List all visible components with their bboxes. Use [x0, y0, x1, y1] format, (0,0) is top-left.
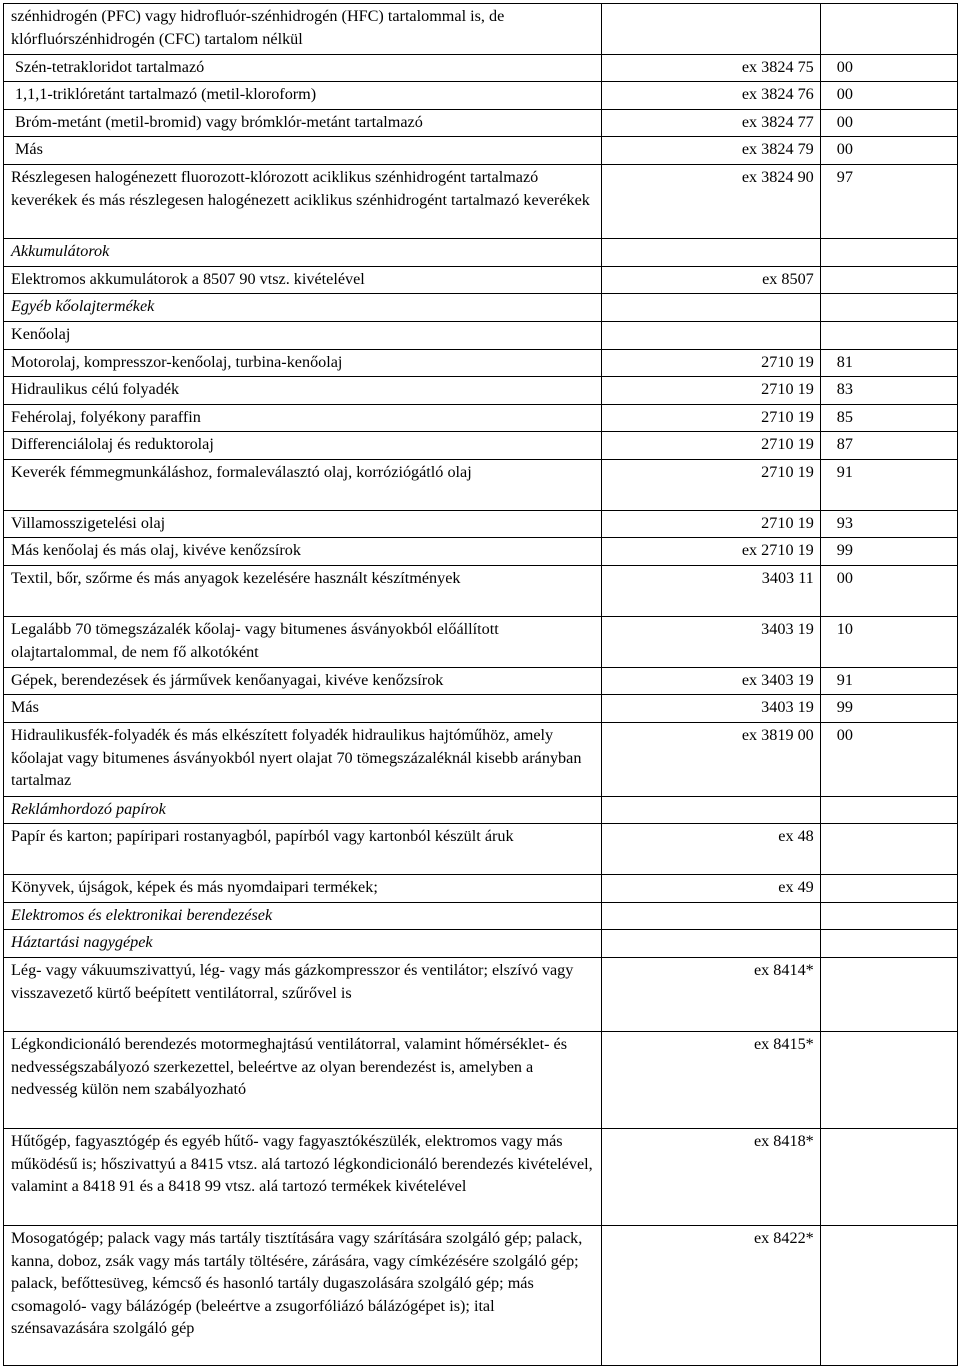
subcode-cell: 97: [820, 165, 957, 239]
subcode-cell: [820, 797, 957, 824]
description-cell: Hidraulikusfék-folyadék és más elkészített folyadék hidraulikus hajtóműhöz, amely kőolajat vagy bitumenes ásványokból nyert olajat 70 tömegszázaléknál kisebb arányban tartalmaz: [4, 723, 602, 797]
table-row: [4, 82, 958, 110]
table-row: [4, 723, 958, 797]
description-cell: Szén-tetrakloridot tartalmazó: [4, 55, 602, 82]
subcode-cell: 91: [820, 668, 957, 695]
description-cell: Motorolaj, kompresszor-kenőolaj, turbina-kenőolaj: [4, 350, 602, 377]
subcode-cell: 91: [820, 460, 957, 511]
subsection-heading: Kenőolaj: [4, 322, 602, 350]
code-cell: 2710 19: [601, 460, 820, 511]
subcode-cell: [820, 958, 957, 1032]
description-cell: Fehérolaj, folyékony paraffin: [4, 405, 602, 432]
table-row: [4, 377, 958, 405]
subcode-cell: 83: [820, 377, 957, 405]
description-cell: Más kenőolaj és más olaj, kivéve kenőzsírok: [4, 538, 602, 566]
subcode-cell: [820, 824, 957, 875]
subcode-cell: [820, 1032, 957, 1129]
table-row: [4, 137, 958, 165]
code-cell: ex 8422*: [601, 1226, 820, 1366]
subcode-cell: 00: [820, 82, 957, 110]
code-cell: 2710 19: [601, 405, 820, 432]
description-cell: Villamosszigetelési olaj: [4, 511, 602, 538]
description-cell: Hidraulikus célú folyadék: [4, 377, 602, 405]
subsection-heading: Háztartási nagygépek: [4, 930, 602, 958]
description-cell: Légkondicionáló berendezés motormeghajtású ventilátorral, valamint hőmérséklet- és nedvességszabályozó szerkezettel, beleértve az olyan berendezést is, amelyben a nedvesség külön nem szabályozható: [4, 1032, 602, 1129]
description-cell: Más: [4, 137, 602, 165]
table-row: [4, 322, 958, 350]
code-cell: [601, 797, 820, 824]
subcode-cell: 00: [820, 566, 957, 617]
subcode-cell: 85: [820, 405, 957, 432]
section-heading: Akkumulátorok: [4, 239, 602, 267]
subcode-cell: [820, 930, 957, 958]
subcode-cell: [820, 322, 957, 350]
subcode-cell: 99: [820, 695, 957, 723]
table-row: [4, 903, 958, 930]
code-cell: ex 8415*: [601, 1032, 820, 1129]
table-row: [4, 4, 958, 55]
code-cell: [601, 4, 820, 55]
subcode-cell: 00: [820, 110, 957, 137]
description-cell: Keverék fémmegmunkáláshoz, formaleválasztó olaj, korróziógátló olaj: [4, 460, 602, 511]
description-cell: Bróm-metánt (metil-bromid) vagy brómklór-metánt tartalmazó: [4, 110, 602, 137]
subcode-cell: [820, 1226, 957, 1366]
code-cell: 2710 19: [601, 432, 820, 460]
description-cell: Más: [4, 695, 602, 723]
subcode-cell: 10: [820, 617, 957, 668]
description-cell: Textil, bőr, szőrme és más anyagok kezelésére használt készítmények: [4, 566, 602, 617]
description-cell: Hűtőgép, fagyasztógép és egyéb hűtő- vagy fagyasztókészülék, elektromos vagy más működésű is; hőszivattyú a 8415 vtsz. alá tartozó légkondicionáló berendezés kivételével, valamint a 8418 91 és a 8418 99 vtsz. alá tartozó termékek kivételével: [4, 1129, 602, 1226]
code-cell: ex 3824 79: [601, 137, 820, 165]
code-cell: ex 2710 19: [601, 538, 820, 566]
code-cell: [601, 322, 820, 350]
code-cell: ex 3824 77: [601, 110, 820, 137]
code-cell: 3403 19: [601, 695, 820, 723]
code-cell: ex 3824 75: [601, 55, 820, 82]
code-cell: 3403 19: [601, 617, 820, 668]
subcode-cell: 99: [820, 538, 957, 566]
code-cell: ex 8418*: [601, 1129, 820, 1226]
code-cell: ex 3403 19: [601, 668, 820, 695]
table-row: [4, 875, 958, 903]
subcode-cell: 00: [820, 723, 957, 797]
section-heading: Reklámhordozó papírok: [4, 797, 602, 824]
subcode-cell: [820, 903, 957, 930]
product-code-table: [3, 3, 958, 1366]
code-cell: [601, 239, 820, 267]
subcode-cell: [820, 875, 957, 903]
table-row: [4, 617, 958, 668]
description-cell: szénhidrogén (PFC) vagy hidrofluór-szénhidrogén (HFC) tartalommal is, de klórfluórszénhidrogén (CFC) tartalom nélkül: [4, 4, 602, 55]
subcode-cell: 00: [820, 55, 957, 82]
table-row: [4, 668, 958, 695]
description-cell: Legalább 70 tömegszázalék kőolaj- vagy bitumenes ásványokból előállított olajtartalommal, de nem fő alkotóként: [4, 617, 602, 668]
table-row: [4, 930, 958, 958]
table-row: [4, 1226, 958, 1366]
description-cell: Differenciálolaj és reduktorolaj: [4, 432, 602, 460]
table-row: [4, 1129, 958, 1226]
section-heading: Elektromos és elektronikai berendezések: [4, 903, 602, 930]
description-cell: Elektromos akkumulátorok a 8507 90 vtsz. kivételével: [4, 267, 602, 294]
description-cell: Gépek, berendezések és járművek kenőanyagai, kivéve kenőzsírok: [4, 668, 602, 695]
subcode-cell: [820, 267, 957, 294]
section-heading: Egyéb kőolajtermékek: [4, 294, 602, 322]
subcode-cell: 93: [820, 511, 957, 538]
table-row: [4, 110, 958, 137]
code-cell: 2710 19: [601, 377, 820, 405]
description-cell: Papír és karton; papíripari rostanyagból, papírból vagy kartonból készült áruk: [4, 824, 602, 875]
table-row: [4, 958, 958, 1032]
table-row: [4, 511, 958, 538]
code-cell: ex 49: [601, 875, 820, 903]
table-row: [4, 405, 958, 432]
subcode-cell: [820, 239, 957, 267]
table-row: [4, 460, 958, 511]
subcode-cell: 87: [820, 432, 957, 460]
description-cell: Részlegesen halogénezett fluorozott-klórozott aciklikus szénhidrogént tartalmazó keverékek és más részlegesen halogénezett aciklikus szénhidrogént tartalmazó keverékek: [4, 165, 602, 239]
code-cell: ex 3819 00: [601, 723, 820, 797]
table-row: [4, 432, 958, 460]
code-cell: ex 8414*: [601, 958, 820, 1032]
table-row: [4, 538, 958, 566]
table-row: [4, 294, 958, 322]
code-cell: 2710 19: [601, 511, 820, 538]
table-row: [4, 1032, 958, 1129]
code-cell: [601, 903, 820, 930]
table-row: [4, 797, 958, 824]
subcode-cell: 00: [820, 137, 957, 165]
subcode-cell: [820, 4, 957, 55]
table-row: [4, 165, 958, 239]
code-cell: ex 3824 76: [601, 82, 820, 110]
code-cell: ex 3824 90: [601, 165, 820, 239]
code-cell: ex 48: [601, 824, 820, 875]
table-row: [4, 824, 958, 875]
code-cell: ex 8507: [601, 267, 820, 294]
description-cell: Könyvek, újságok, képek és más nyomdaipari termékek;: [4, 875, 602, 903]
table-row: [4, 239, 958, 267]
code-cell: [601, 930, 820, 958]
code-cell: 2710 19: [601, 350, 820, 377]
table-row: [4, 55, 958, 82]
code-cell: 3403 11: [601, 566, 820, 617]
subcode-cell: 81: [820, 350, 957, 377]
description-cell: 1,1,1-triklóretánt tartalmazó (metil-kloroform): [4, 82, 602, 110]
table-row: [4, 350, 958, 377]
description-cell: Mosogatógép; palack vagy más tartály tisztítására vagy szárítására szolgáló gép; palack, kanna, doboz, zsák vagy más tartály töltésére, zárására, vagy címkézésére szolgáló gép; palack, befőttesüveg, kémcső és hasonló tartály dugaszolására szolgáló gép; más csomagoló- vagy bálázógép (beleértve a zsugorfóliázó bálázógépet is); ital szénsavazására szolgáló gép: [4, 1226, 602, 1366]
code-cell: [601, 294, 820, 322]
subcode-cell: [820, 1129, 957, 1226]
description-cell: Lég- vagy vákuumszivattyú, lég- vagy más gázkompresszor és ventilátor; elszívó vagy visszavezető kürtő beépített ventilátorral, szűrővel is: [4, 958, 602, 1032]
table-row: [4, 695, 958, 723]
table-row: [4, 267, 958, 294]
subcode-cell: [820, 294, 957, 322]
table-row: [4, 566, 958, 617]
